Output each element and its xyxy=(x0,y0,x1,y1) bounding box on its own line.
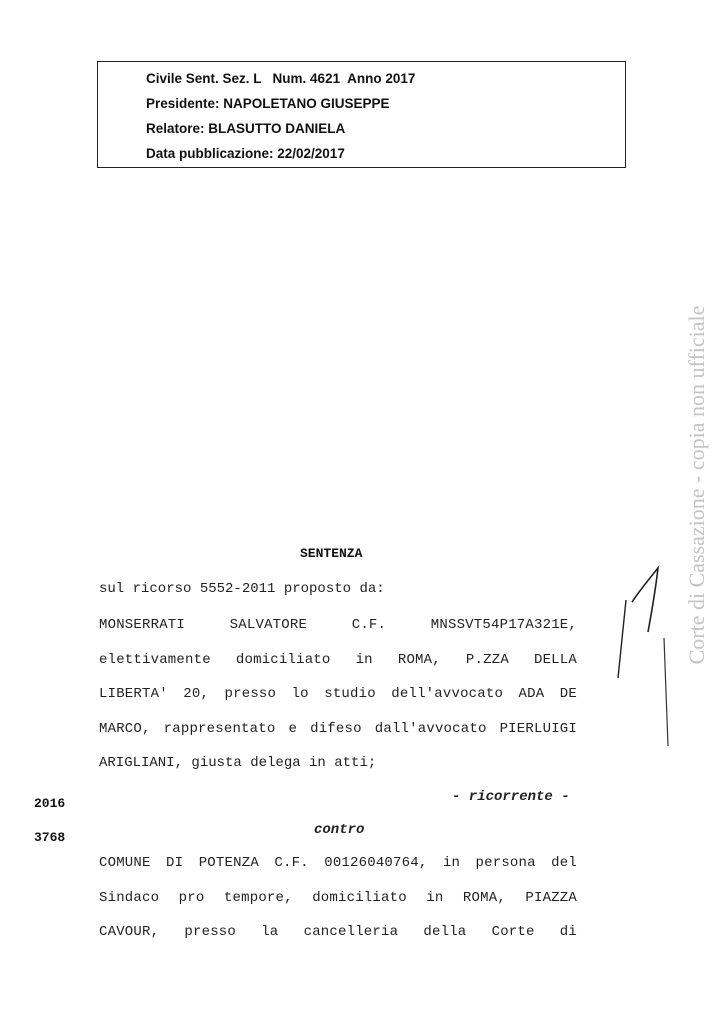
ricorrente-label: - ricorrente - xyxy=(452,789,570,805)
watermark: Corte di Cassazione - copia non ufficiale xyxy=(684,305,709,665)
header-sentence-info: Civile Sent. Sez. L Num. 4621 Anno 2017 xyxy=(146,71,416,86)
ricorrente-line-4: MARCO, rappresentato e difeso dall'avvocato PIERLUIGI xyxy=(99,721,577,737)
intro-line: sul ricorso 5552-2011 proposto da: xyxy=(99,581,385,597)
header-box xyxy=(97,61,626,168)
header-presidente: Presidente: NAPOLETANO GIUSEPPE xyxy=(146,96,390,111)
margin-year: 2016 xyxy=(34,796,66,811)
header-data-pubblicazione: Data pubblicazione: 22/02/2017 xyxy=(146,146,345,161)
resistente-line-2: Sindaco pro tempore, domiciliato in ROMA, PIAZZA xyxy=(99,890,577,906)
ricorrente-line-3: LIBERTA' 20, presso lo studio dell'avvocato ADA DE xyxy=(99,686,577,702)
resistente-line-3: CAVOUR, presso la cancelleria della Corte di xyxy=(99,924,577,940)
margin-number: 3768 xyxy=(34,830,66,845)
signature-mark xyxy=(612,560,672,760)
document-title: SENTENZA xyxy=(300,546,363,561)
ricorrente-line-1: MONSERRATI SALVATORE C.F. MNSSVT54P17A321E, xyxy=(99,617,577,633)
contro-label: contro xyxy=(314,822,365,838)
resistente-line-1: COMUNE DI POTENZA C.F. 00126040764, in persona del xyxy=(99,855,577,871)
header-relatore: Relatore: BLASUTTO DANIELA xyxy=(146,121,346,136)
ricorrente-line-2: elettivamente domiciliato in ROMA, P.ZZA DELLA xyxy=(99,652,577,668)
ricorrente-line-5: ARIGLIANI, giusta delega in atti; xyxy=(99,755,377,771)
